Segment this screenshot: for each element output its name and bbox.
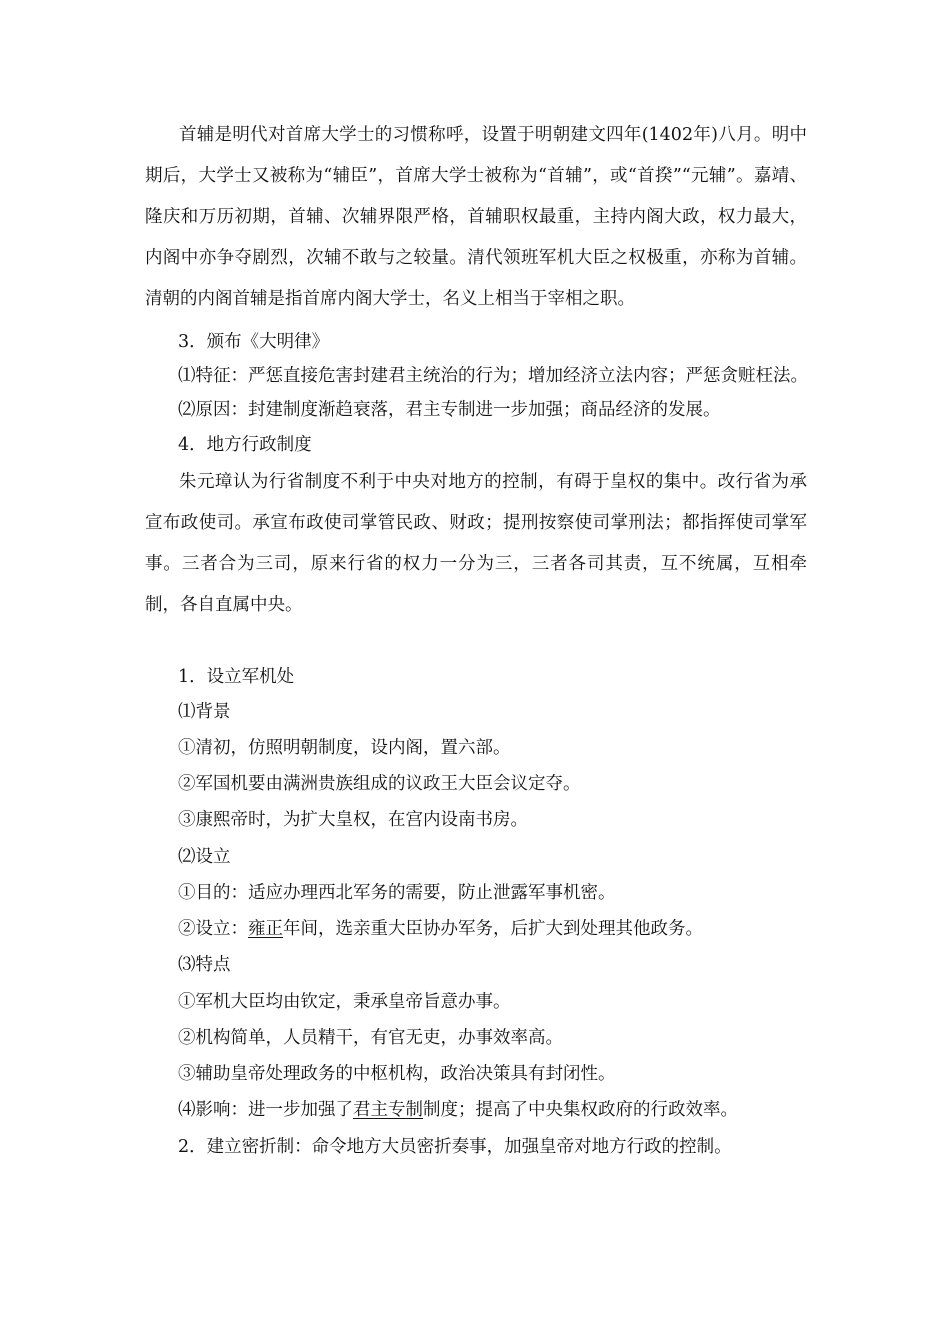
list-item: ②机构简单，人员精干，有官无吏，办事效率高。 — [178, 1028, 563, 1048]
list-item: ③康熙帝时，为扩大皇权，在宫内设南书房。 — [178, 810, 528, 830]
text-segment: 制度；提高了中央集权政府的行政效率。 — [423, 1100, 738, 1120]
paragraph-shoufu: 首辅是明代对首席大学士的习惯称呼，设置于明朝建文四年(1402年)八月。明中期后，大学士又被称为“辅臣”，首席大学士被称为“首辅”，或“首揆”“元辅”。嘉靖、隆庆和万历初期，首辅、次辅界限严格，首辅职权最重，主持内阁大政，权力最大，内阁中亦争夺剧烈，次辅不敢与之较量。清代领班军机大臣之权极重，亦称为首辅。清朝的内阁首辅是指首席内阁大学士，名义上相当于宰相之职。 — [145, 125, 807, 309]
heading-da-ming-lv: 3．颁布《大明律》 — [178, 332, 330, 352]
underlined-term: 君主专制 — [353, 1100, 423, 1120]
subheading-establish: ⑵设立 — [178, 847, 231, 867]
list-item: ①目的：适应办理西北军务的需要，防止泄露军事机密。 — [178, 883, 616, 903]
list-item-features: ⑴特征：严惩直接危害封建君主统治的行为；增加经济立法内容；严惩贪赃枉法。 — [178, 366, 808, 386]
list-item-reasons: ⑵原因：封建制度渐趋衰落，君主专制进一步加强；商品经济的发展。 — [178, 400, 721, 420]
paragraph-local-admin: 朱元璋认为行省制度不利于中央对地方的控制，有碍于皇权的集中。改行省为承宣布政使司。承宣布政使司掌管民政、财政；提刑按察使司掌刑法；都指挥使司掌军事。三者合为三司，原来行省的权力一分为三，三者各司其责，互不统属，互相牵制，各自直属中央。 — [145, 472, 807, 615]
list-item: ①军机大臣均由钦定，秉承皇帝旨意办事。 — [178, 992, 511, 1012]
text-segment: ②设立： — [178, 919, 248, 939]
list-item: ①清初，仿照明朝制度，设内阁，置六部。 — [178, 738, 511, 758]
list-item: ②军国机要由满洲贵族组成的议政王大臣会议定夺。 — [178, 774, 581, 794]
list-item: ③辅助皇帝处理政务的中枢机构，政治决策具有封闭性。 — [178, 1064, 616, 1084]
underlined-term: 雍正 — [248, 919, 283, 939]
heading-mizhe: 2．建立密折制：命令地方大员密折奏事，加强皇帝对地方行政的控制。 — [178, 1137, 732, 1157]
text-segment: 年间，选亲重大臣协办军务，后扩大到处理其他政务。 — [283, 919, 703, 939]
text-segment: ⑷影响：进一步加强了 — [178, 1100, 353, 1120]
list-item — [178, 917, 703, 941]
subheading-features: ⑶特点 — [178, 955, 231, 975]
list-item — [178, 1098, 738, 1122]
subheading-background: ⑴背景 — [178, 702, 231, 722]
heading-local-admin: 4．地方行政制度 — [178, 435, 312, 455]
heading-junjichu: 1．设立军机处 — [178, 667, 295, 687]
